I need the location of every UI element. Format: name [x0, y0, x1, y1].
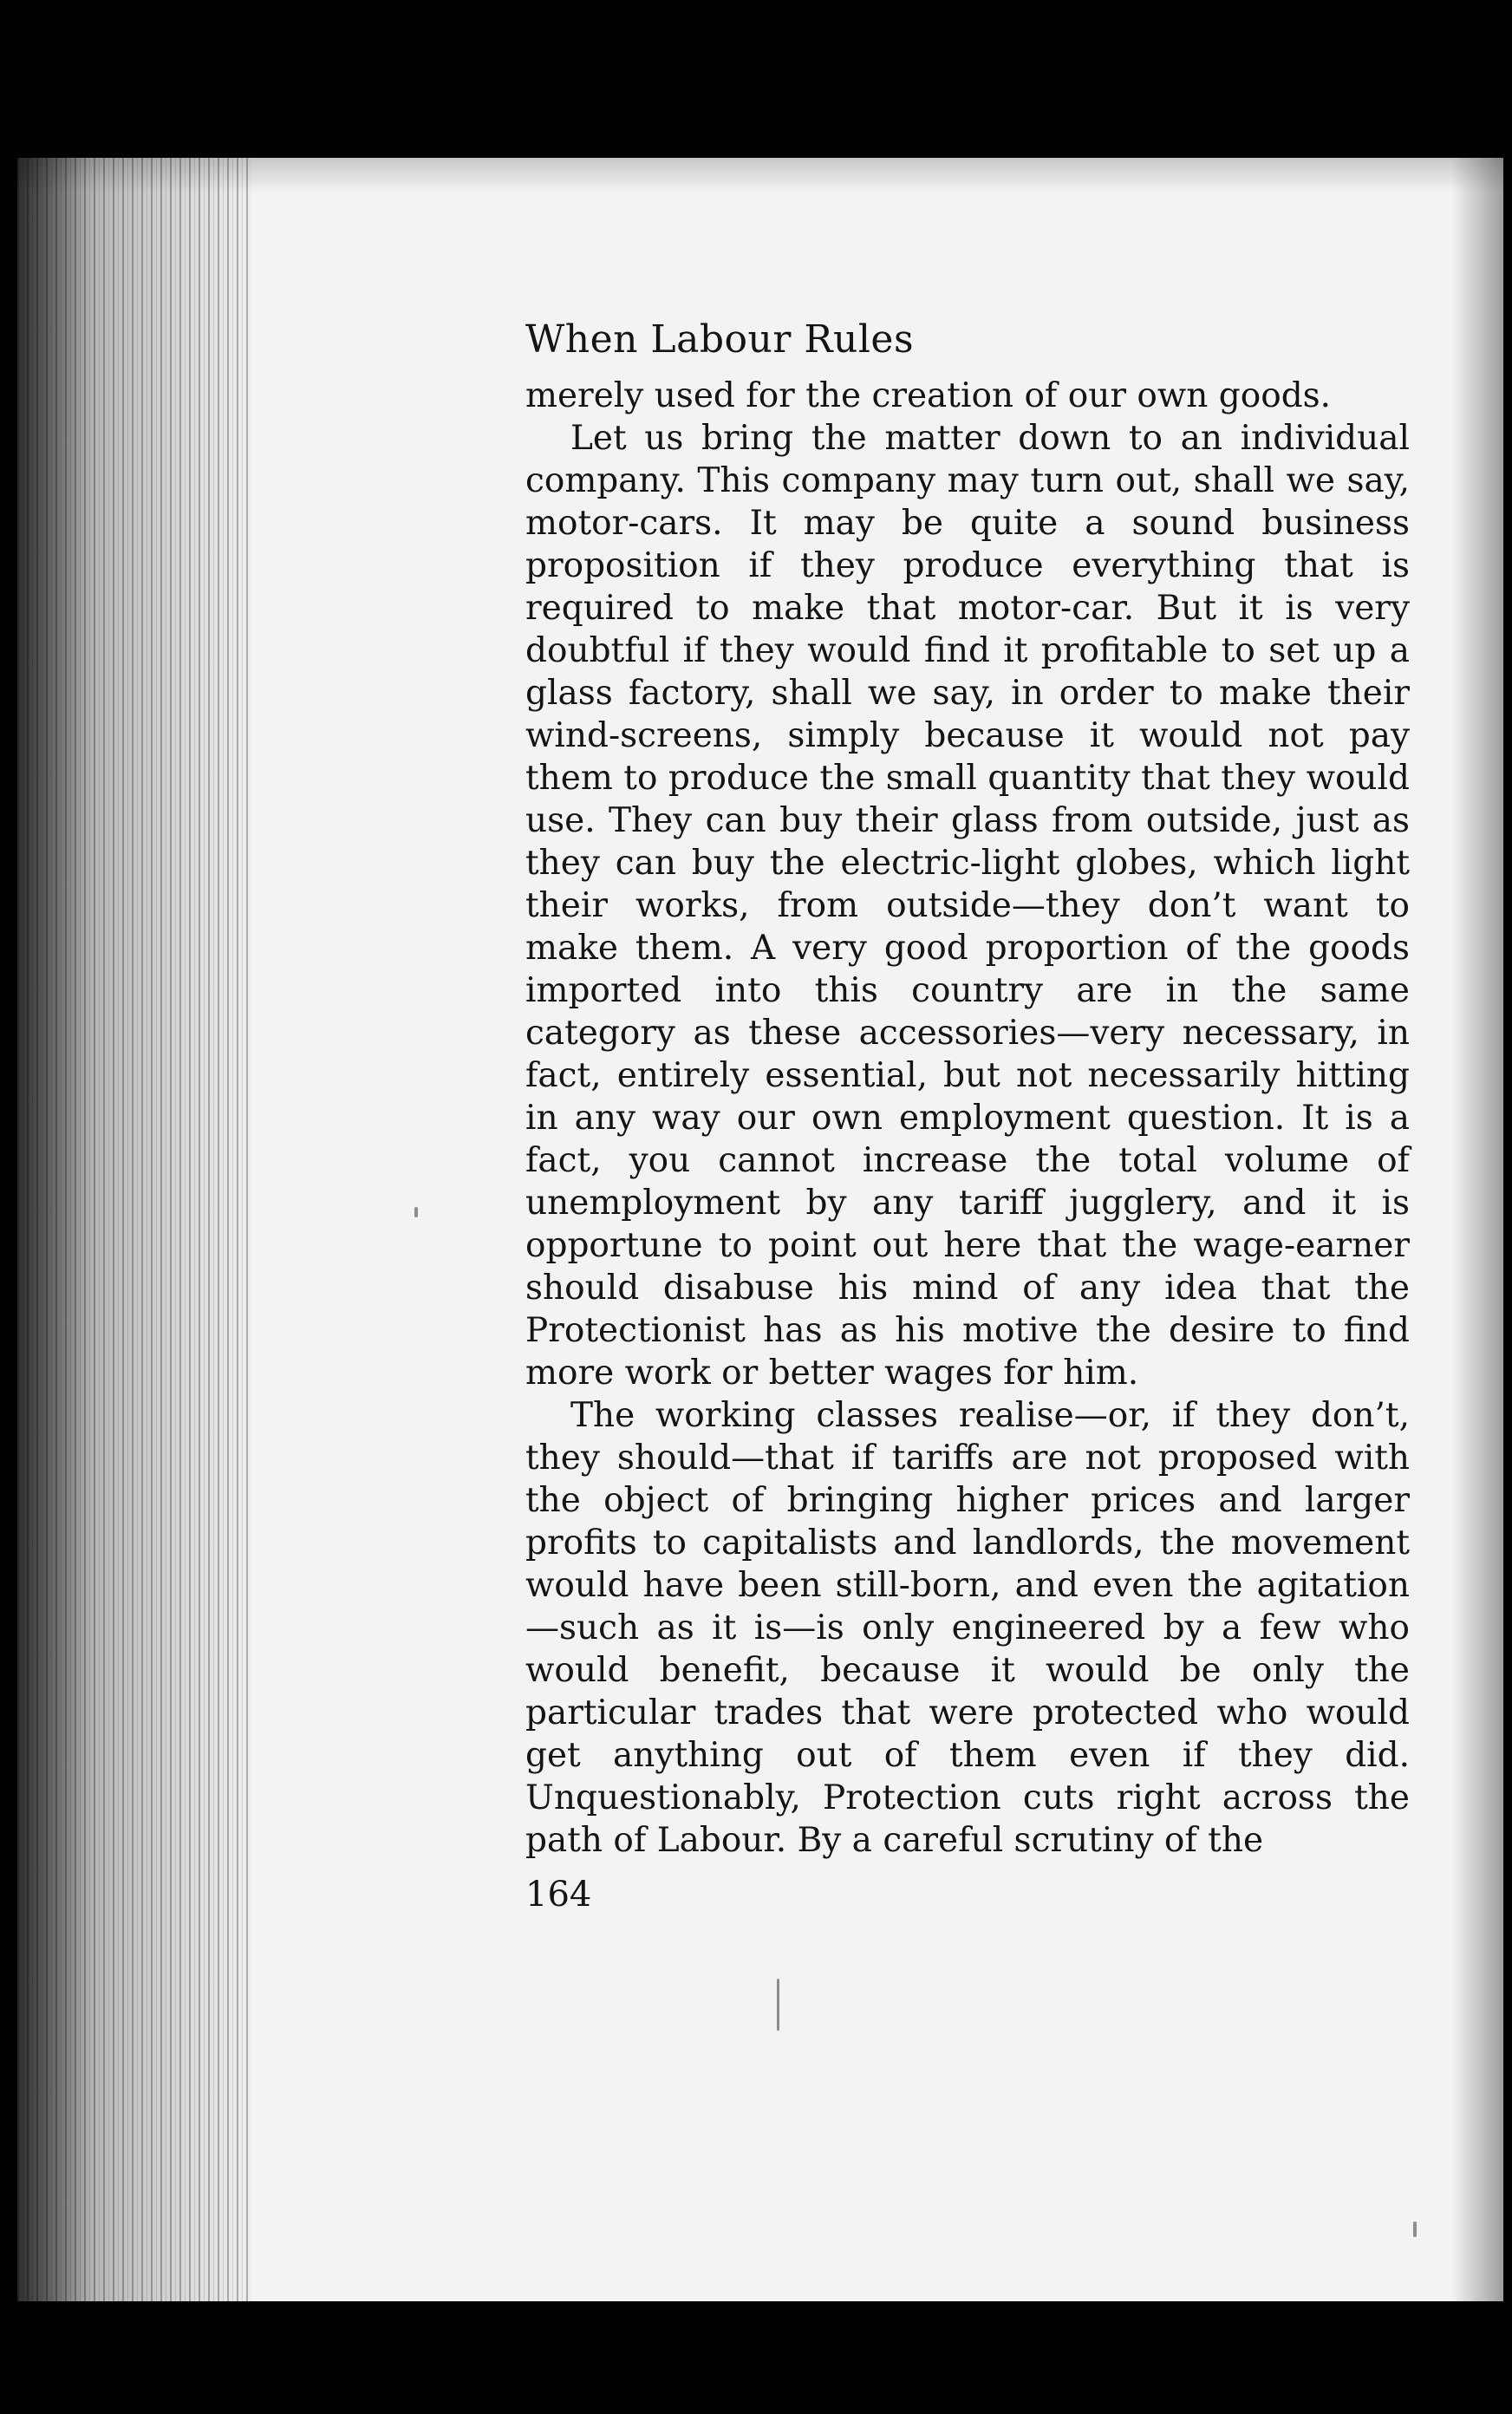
text-block: [525, 312, 1410, 1921]
paragraph: Let us bring the matter down to an individual company. This company may turn out, shall we say, motor-cars. It may be quite a sound business proposition if they produce everything that is required to make that motor-car. But it is very doubtful if they would find it profitable to set up a glass factory, shall we say, in order to make their wind-screens, simply because it would not pay them to produce the small quantity that they would use. They can buy their glass from outside, just as they can buy the electric-light globes, which light their works, from outside—they don’t want to make them. A very good proportion of the goods imported into this country are in the same category as these accessories—very necessary, in fact, entirely essential, but not necessarily hitting in any way our own employment question. It is a fact, you cannot increase the total volume of unemployment by any tariff jugglery, and it is opportune to point out here that the wage-earner should disabuse his mind of any idea that the Protectionist has as his motive the desire to find more work or better wages for him.: [525, 419, 1410, 1393]
page-edge-shadow: [17, 158, 87, 2301]
paragraph: The working classes realise—or, if they don’t, they should—that if tariffs are not proposed with the object of bringing higher prices and larger profits to capitalists and landlords, the movement would have been still-born, and even the agitation—such as it is—is only engineered by a few who would benefit, because it would be only the particular trades that were protected who would get anything out of them even if they did. Unquestionably, Protection cuts right across the path of Labour. By a careful scrutiny of the: [525, 1396, 1410, 1860]
body-text: [525, 375, 1410, 1862]
page-number: 164: [525, 1875, 592, 1915]
dust-speck: [1413, 2222, 1417, 2237]
book-page: [17, 158, 1503, 2301]
top-shadow: [17, 158, 1503, 192]
gutter-shadow: [1451, 158, 1503, 2301]
paragraph: merely used for the creation of our own goods.: [525, 376, 1332, 415]
dust-speck: [777, 1979, 779, 2031]
dust-speck: [414, 1207, 418, 1217]
running-head: When Labour Rules: [525, 317, 915, 362]
